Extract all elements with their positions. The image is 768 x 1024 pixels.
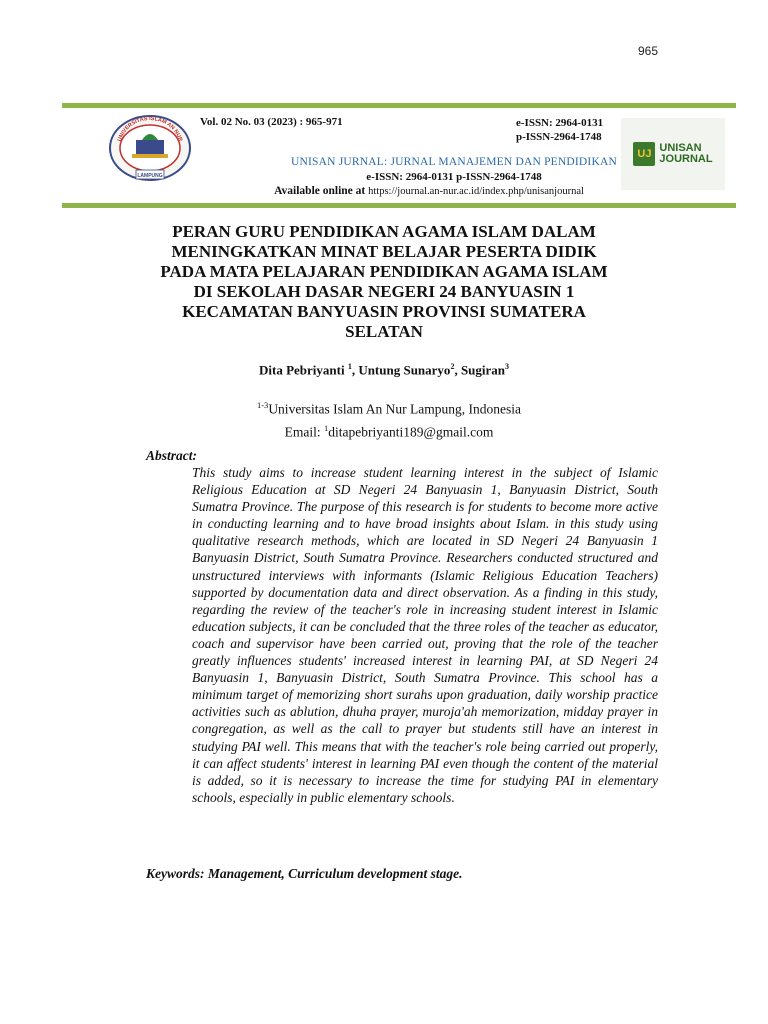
university-logo-text: UNIVERSITAS ISLAM AN NUR [116, 115, 184, 143]
title-line: KECAMATAN BANYUASIN PROVINSI SUMATERA [182, 302, 586, 321]
author-name: , Untung Sunaryo [351, 362, 451, 378]
author-name: Dita Pebriyanti [258, 362, 348, 378]
journal-logo-line1: UNISAN [659, 142, 702, 154]
journal-logo [621, 118, 725, 190]
e-issn: e-ISSN: 2964-0131 [516, 117, 604, 129]
author-name: , Sugiran [454, 362, 506, 378]
header-bottom-rule [62, 203, 736, 208]
journal-header [62, 108, 736, 202]
journal-logo-badge: UJ [633, 142, 655, 166]
author-list [0, 362, 768, 378]
title-line: SELATAN [345, 322, 423, 341]
page-number: 965 [637, 44, 658, 58]
affiliation [0, 396, 768, 441]
journal-url-link[interactable]: https://journal.an-nur.ac.id/index.php/unisanjournal [368, 186, 584, 197]
affiliation-sup: 1-3 [256, 400, 269, 410]
title-line: DI SEKOLAH DASAR NEGERI 24 BANYUASIN 1 [193, 282, 575, 301]
email-line [0, 419, 768, 442]
email-sup: 1 [324, 422, 329, 433]
title-line: PADA MATA PELAJARAN PENDIDIKAN AGAMA ISLAM [160, 262, 608, 281]
author-sup: 3 [505, 362, 510, 371]
p-issn: p-ISSN-2964-1748 [516, 131, 602, 143]
title-line: MENINGKATKAN MINAT BELAJAR PESERTA DIDIK [171, 242, 597, 261]
title-line: PERAN GURU PENDIDIKAN AGAMA ISLAM DALAM [172, 222, 596, 241]
affiliation-text: Universitas Islam An Nur Lampung, Indonesia [268, 401, 522, 417]
abstract-label: Abstract: [146, 448, 198, 463]
volume-info: Vol. 02 No. 03 (2023) : 965-971 [200, 116, 343, 128]
abstract-text: This study aims to increase student learning interest in the subject of Islamic Religious Education at SD Negeri 24 Banyuasin 1, Banyuasin District, South Sumatra Province. The purpose of this research is for students to become more active in conducting learning and to have broad insights about Islam. in this study using qualitative research methods, which are located in SD Negeri 24 Banyuasin 1 Banyuasin District, South Sumatra Province. Researchers conducted structured and unstructured interviews with informants (Islamic Religious Education Teachers) supported by documentation data and direct observation. As a finding in this study, regarding the review of the teacher's role in increasing student interest in Islamic education subjects, it can be concluded that the three roles of the teacher as educator, coach and supervisor have been carried out, proving that the role of the teacher greatly influences students' increased interest in learning PAI, at SD Negeri 24 Banyuasin 1, Banyuasin District, South Sumatra Province. This school has a minimum target of memorizing short surahs upon graduation, daily worship practice activities such as ablution, dhuha prayer, muroja'ah memorization, midday prayer in congregation, as well as the call to prayer but students still have an interest in studying PAI well. This means that with the teacher's role being carried out properly, it can affect students' interest in learning PAI even though the content of the material is added, so it is necessary to increase the time for studying PAI in elementary schools, especially in public elementary schools. [192, 465, 658, 805]
issn-center: e-ISSN: 2964-0131 p-ISSN-2964-1748 [366, 171, 542, 183]
journal-name: UNISAN JURNAL: JURNAL MANAJEMEN DAN PENDIDIKAN [291, 156, 617, 168]
keywords: Keywords: Management, Curriculum development stage. [146, 866, 463, 881]
email-address[interactable]: ditapebriyanti189@gmail.com [328, 424, 494, 439]
issn-block [516, 116, 603, 144]
university-logo-caption: LAMPUNG [137, 173, 163, 179]
journal-logo-line2: JOURNAL [659, 153, 713, 165]
available-label: Available online at [274, 185, 366, 197]
email-label: Email: [284, 424, 325, 439]
affiliation-line [0, 396, 768, 419]
journal-logo-text [659, 143, 712, 165]
author-sup: 2 [450, 362, 455, 371]
author-sup: 1 [347, 362, 352, 371]
paper-title [120, 222, 648, 342]
